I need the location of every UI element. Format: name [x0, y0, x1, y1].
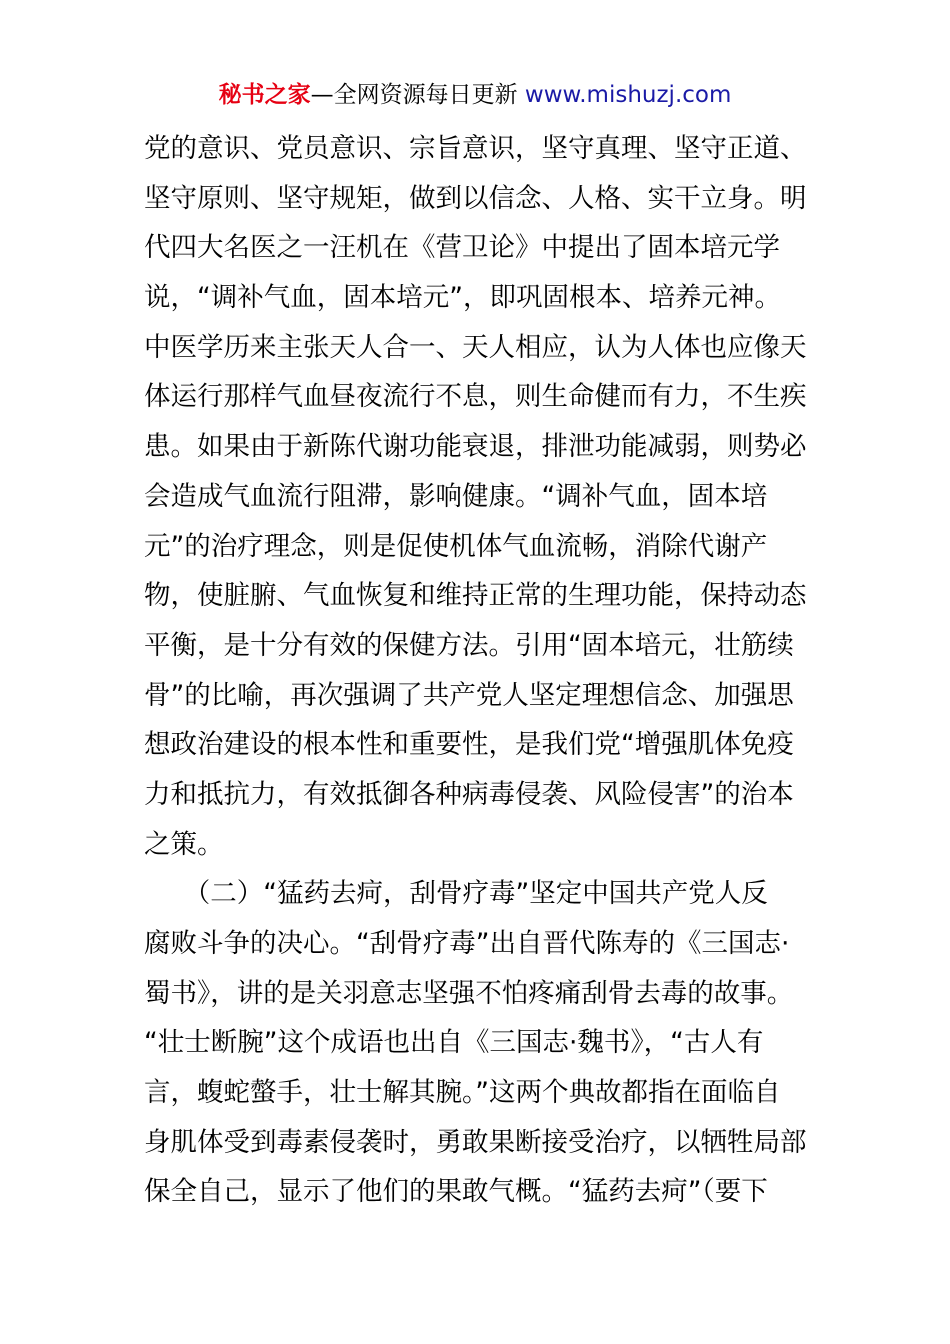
text-line: （二）“猛药去疴，刮骨疗毒”坚定中国共产党人反 — [144, 878, 768, 910]
text-line: “壮士断腕”这个成语也出自《三国志·魏书》，“古人有 — [144, 1027, 764, 1059]
text-line: 会造成气血流行阻滞，影响健康。“调补气血，固本培 — [144, 480, 768, 512]
document-body — [144, 124, 808, 1217]
text-line: 平衡，是十分有效的保健方法。引用“固本培元，壮筋续 — [144, 629, 794, 661]
text-line: 蜀书》，讲的是关羽意志坚强不怕疼痛刮骨去毒的故事。 — [144, 977, 794, 1009]
text-line: 保全自己，显示了他们的果敢气概。“猛药去疴”（要下 — [144, 1176, 768, 1208]
text-line: 元”的治疗理念，则是促使机体气血流畅，消除代谢产 — [144, 530, 768, 562]
text-line: 代四大名医之一汪机在《营卫论》中提出了固本培元学 — [144, 232, 780, 264]
site-header — [0, 78, 950, 112]
text-line: 患。如果由于新陈代谢功能衰退，排泄功能减弱，则势必 — [144, 431, 807, 463]
text-line: 之策。 — [144, 828, 224, 860]
text-line: 体运行那样气血昼夜流行不息，则生命健而有力，不生疾 — [144, 381, 807, 413]
text-line: 说，“调补气血，固本培元”，即巩固根本、培养元神。 — [144, 282, 781, 314]
text-line: 想政治建设的根本性和重要性，是我们党“增强肌体免疫 — [144, 729, 794, 761]
text-line: 腐败斗争的决心。“刮骨疗毒”出自晋代陈寿的《三国志· — [144, 928, 790, 959]
text-line: 言，蝮蛇螫手，壮士解其腕。”这两个典故都指在面临自 — [144, 1077, 781, 1109]
text-line: 党的意识、党员意识、宗旨意识，坚守真理、坚守正道、 — [144, 133, 807, 164]
text-line: 力和抵抗力，有效抵御各种病毒侵袭、风险侵害”的治本 — [144, 778, 794, 810]
text-line: 骨”的比喻，再次强调了共产党人坚定理想信念、加强思 — [144, 679, 794, 711]
text-line: 物，使脏腑、气血恢复和维持正常的生理功能，保持动态 — [144, 580, 807, 612]
brand-name: 秘书之家 — [218, 82, 311, 108]
text-line: 中医学历来主张天人合一、天人相应，认为人体也应像天 — [144, 331, 807, 363]
header-tagline: —全网资源每日更新 — [310, 82, 525, 108]
text-line: 坚守原则、坚守规矩，做到以信念、人格、实干立身。明 — [144, 182, 807, 214]
site-url-link[interactable]: www.mishuzj.com — [524, 82, 732, 108]
text-line: 身肌体受到毒素侵袭时，勇敢果断接受治疗，以牺牲局部 — [144, 1126, 807, 1158]
